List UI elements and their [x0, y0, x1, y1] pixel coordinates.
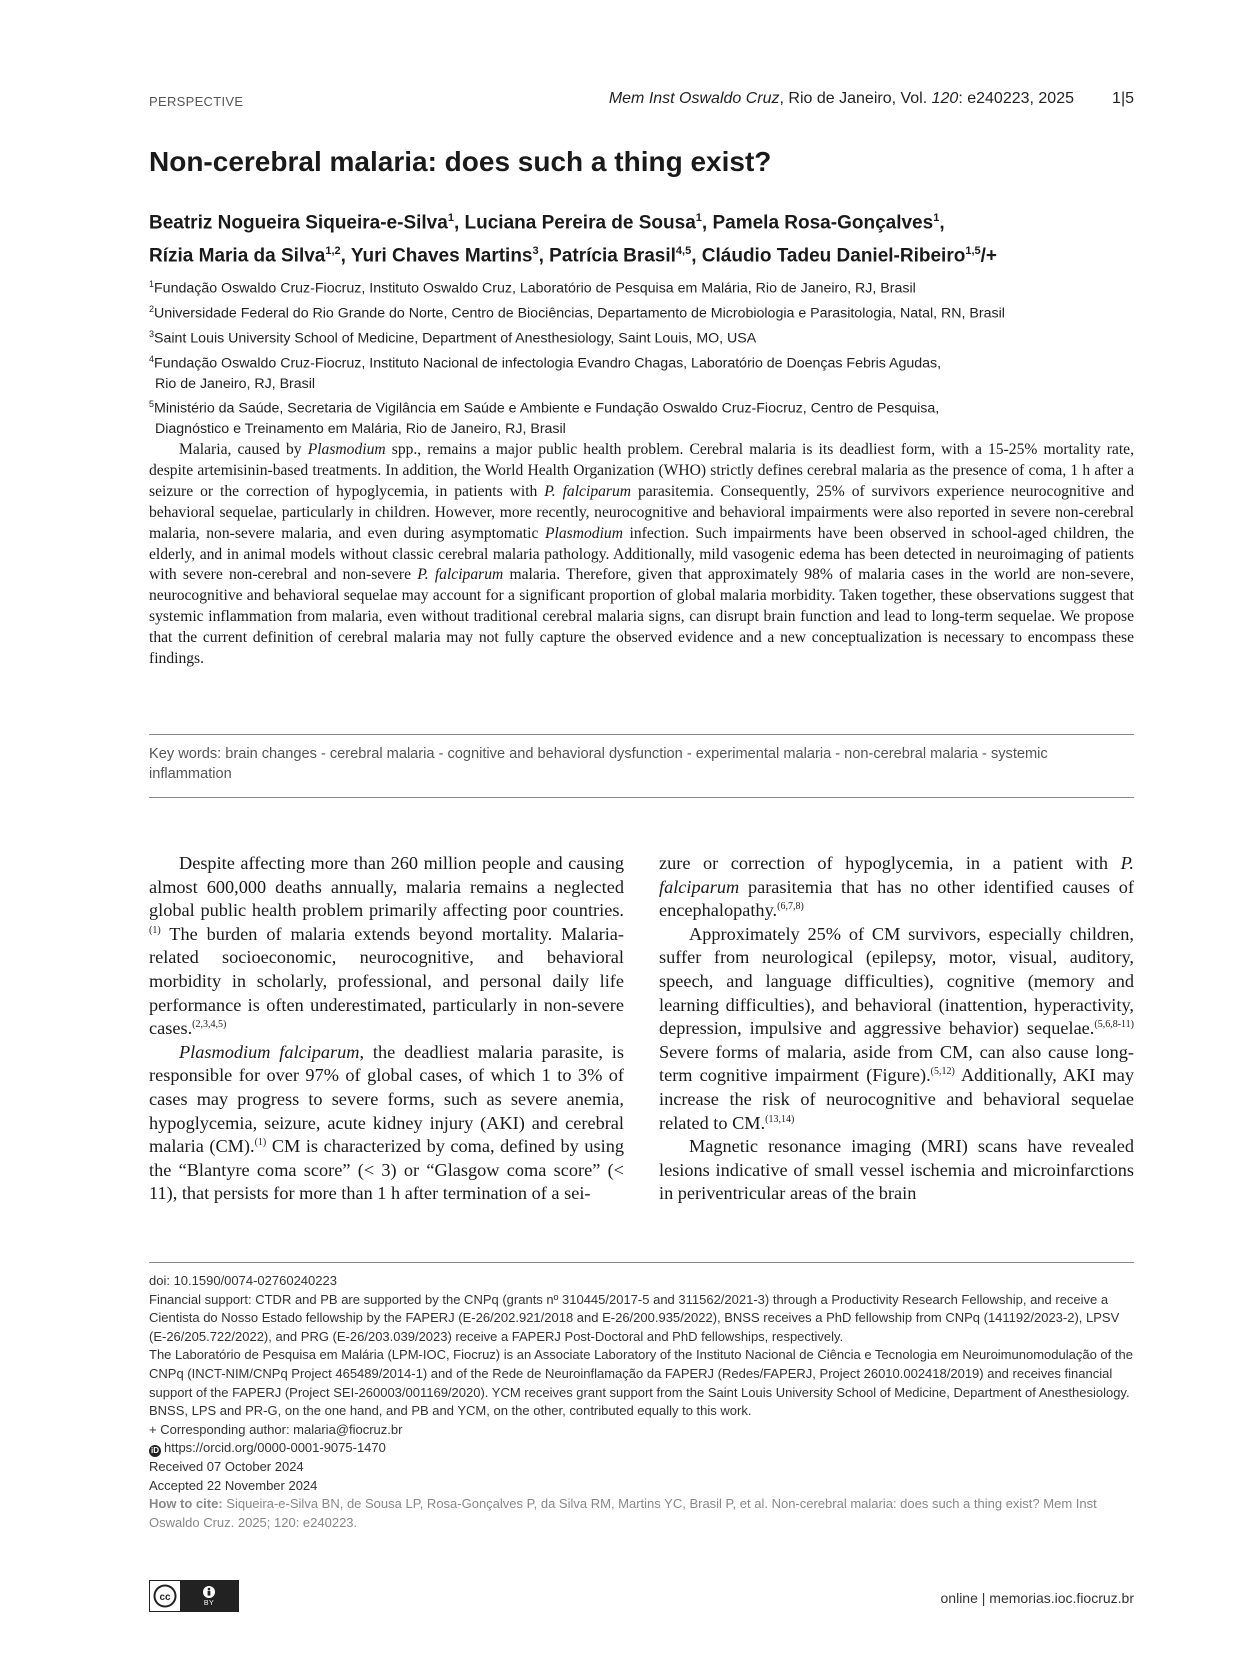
corresponding-author: + Corresponding author: malaria@fiocruz.br: [149, 1421, 403, 1437]
financial-support: Financial support: CTDR and PB are supported by the CNPq (grants nº 310445/2017-5 and 311562/2021-3) through a Productivity Research Fellowship, and receive a Cientista do Nosso Estado fellowship by the FAPERJ (E-26/202.921/2018 and E-26/200.935/2022), BNSS receives a PhD fellowship from CNPq (141192/2023-2), LPSV (E-26/205.722/2022), and PRG (E-26/203.039/2023) receive a FAPERJ Post-Doctoral and PhD fellowships, respectively.: [149, 1291, 1120, 1344]
affiliation-1: $^1$Fundação Oswaldo Cruz-Fiocruz, Instituto Oswaldo Cruz, Laboratório de Pesquisa em Malária, Rio de Janeiro, RJ, Brasil: [149, 279, 916, 297]
affiliations: [149, 274, 1139, 439]
orcid-icon: iD: [151, 1446, 159, 1456]
body-paragraph: Plasmodium falciparum, the deadliest malaria parasite, is responsible for over 97% of global cases, of which 1 to 3% of cases may progress to severe forms, such as severe anemia, hypoglycemia, seizure, acute kidney injury (AKI) and cerebral malaria (CM).$^{(1)}$ CM is characterized by coma, defined by using the “Blantyre coma score” (< 3) or “Glasgow coma score” (< 11), that persists for more than 1 h after termination of a sei-: [149, 1041, 624, 1204]
affiliation-3: $^3$Saint Louis University School of Medicine, Department of Anesthesiology, Saint Louis, MO, USA: [149, 328, 757, 347]
affiliation-4: $^4$Fundação Oswaldo Cruz-Fiocruz, Instituto Nacional de infectologia Evandro Chagas, Laboratório de Doenças Febris Agudas,: [149, 353, 942, 372]
body-paragraph: zure or correction of hypoglycemia, in a patient with P. falciparum parasitemia that has no other identified causes of encephalopathy.$^{(6,7,8)}$: [659, 853, 1134, 921]
body-column-left: [149, 852, 624, 1206]
received-date: Received 07 October 2024: [149, 1458, 304, 1474]
keywords-bottom-rule: [149, 797, 1134, 798]
orcid: [149, 1439, 1134, 1458]
cc-icon: [150, 1581, 180, 1611]
attribution-icon: [202, 1585, 216, 1599]
page-header: [149, 90, 1134, 114]
abstract: Malaria, caused by Plasmodium spp., remains a major public health problem. Cerebral malaria is its deadliest form, with a 15-25% mortality rate, despite artemisinin-based treatments. In addition, the World Health Organization (WHO) strictly defines cerebral malaria as the presence of coma, 1 h after a seizure or the correction of hypoglycemia, in patients with P. falciparum parasitemia. Consequently, 25% of survivors experience neurocognitive and behavioral sequelae, particularly in children. However, more recently, neurocognitive and behavioral impairments were also reported in severe non-cerebral malaria, non-severe malaria, and even during asymptomatic Plasmodium infection. Such impairments have been observed in school-aged children, the elderly, and in animal models without classic cerebral malaria pathology. Additionally, mild vasogenic edema has been detected in neuroimaging of patients with severe non-cerebral and non-severe P. falciparum malaria. Therefore, given that approximately 98% of malaria cases in the world are non-severe, neurocognitive and behavioral sequelae may account for a significant proportion of global malaria morbidity. Taken together, these observations suggest that systemic inflammation from malaria, even without traditional cerebral malaria signs, can disrupt brain function and lead to long-term sequelae. We propose that the current definition of cerebral malaria may not fully capture the observed evidence and a new conceptualization is necessary to encompass these findings.: [149, 441, 1134, 668]
affiliation-5-cont: Diagnóstico e Treinamento em Malária, Rio de Janeiro, RJ, Brasil: [155, 420, 566, 437]
keywords-top-rule: [149, 734, 1134, 735]
footnote-rule: [149, 1262, 1134, 1263]
body-paragraph: Approximately 25% of CM survivors, especially children, suffer from neurological (epilepsy, motor, visual, auditory, speech, and language difficulties), cognitive (memory and learning difficulties), and behavioral (inattention, hyperactivity, depression, impulsive and aggressive behavior) sequelae.$^{(5,6,8-11)}$ Severe forms of malaria, aside from CM, can also cause long-term cognitive impairment (Figure).$^{(5,12)}$ Additionally, AKI may increase the risk of neurocognitive and behavioral sequelae related to CM.$^{(13,14)}$: [659, 923, 1134, 1133]
footnotes: [149, 1272, 1134, 1532]
affiliation-4-cont: Rio de Janeiro, RJ, Brasil: [155, 375, 316, 392]
keywords: Key words: brain changes - cerebral malaria - cognitive and behavioral dysfunction - experimental malaria - non-cerebral malaria - systemic inflammation: [149, 746, 1048, 782]
equal-contribution: BNSS, LPS and PR-G, on the one hand, and PB and YCM, on the other, contributed equally to this work.: [149, 1403, 752, 1419]
affiliation-2: $^2$Universidade Federal do Rio Grande do Norte, Centro de Biociências, Departamento de Microbiologia e Parasitologia, Natal, RN, Brasil: [149, 303, 1005, 322]
how-to-cite: How to cite: Siqueira-e-Silva BN, de Sousa LP, Rosa-Gonçalves P, da Silva RM, Martins YC, Brasil P, et al. Non-cerebral malaria: does such a thing exist? Mem Inst Oswaldo Cruz. 2025; 120: e240223.: [149, 1496, 1097, 1530]
journal-citation: Mem Inst Oswaldo Cruz, Rio de Janeiro, Vol. 120: e240223, 2025: [608, 90, 1074, 107]
cc-by-license-badge[interactable]: [149, 1580, 239, 1612]
body-paragraph: Magnetic resonance imaging (MRI) scans have revealed lesions indicative of small vessel ischemia and microinfarctions in periventricular areas of the brain: [659, 1136, 1134, 1204]
section-label: PERSPECTIVE: [149, 94, 244, 109]
online-footer[interactable]: online | memorias.ioc.fiocruz.br: [940, 1590, 1134, 1606]
journal-name: Mem Inst Oswaldo Cruz: [608, 90, 780, 107]
body-paragraph: Despite affecting more than 260 million people and causing almost 600,000 deaths annually, malaria remains a neglected global public health problem primarily affecting poor countries.$^{(1)}$ The burden of malaria extends beyond mortality. Malaria-related socioeconomic, neurocognitive, and behavioral morbidity in scholarly, professional, and personal daily life performance is often underestimated, particularly in non-severe cases.$^{(2,3,4,5)}$: [149, 853, 624, 1039]
article-title: Non-cerebral malaria: does such a thing exist?: [149, 146, 772, 177]
volume: 120: [931, 90, 959, 107]
accepted-date: Accepted 22 November 2024: [149, 1477, 318, 1493]
svg-text:cc: cc: [159, 1592, 171, 1603]
body-column-right: [659, 852, 1134, 1206]
by-label: BY: [203, 1600, 215, 1607]
affiliation-5: $^5$Ministério da Saúde, Secretaria de Vigilância em Saúde e Ambiente e Fundação Oswaldo Cruz-Fiocruz, Centro de Pesquisa,: [149, 398, 940, 417]
doi[interactable]: doi: 10.1590/0074-02760240223: [149, 1273, 337, 1288]
page-number: 1|5: [1112, 90, 1134, 107]
author-list: Beatriz Nogueira Siqueira-e-Silva$^1$, Luciana Pereira de Sousa$^1$, Pamela Rosa-Gonçalves$^1$, Rízia Maria da Silva$^{1,2}$, Yuri Chaves Martins$^3$, Patrícia Brasil$^{4,5}$, Cláudio Tadeu Daniel-Ribeiro$^{1,5}$/+: [149, 212, 998, 267]
orcid-link[interactable]: https://orcid.org/0000-0001-9075-1470: [164, 1440, 386, 1456]
lab-note: The Laboratório de Pesquisa em Malária (LPM-IOC, Fiocruz) is an Associate Laboratory of the Instituto Nacional de Ciência e Tecnologia em Neuroimunomodulação of the CNPq (INCT-NIM/CNPq Project 465489/2014-1) and of the Rede de Neuroinflamação da FAPERJ (Redes/FAPERJ, Project 26010.002418/2019) and receives financial support of the FAPERJ (Project SEI-260003/001169/2020). YCM receives grant support from the Saint Louis University School of Medicine, Department of Anesthesiology.: [149, 1347, 1133, 1400]
